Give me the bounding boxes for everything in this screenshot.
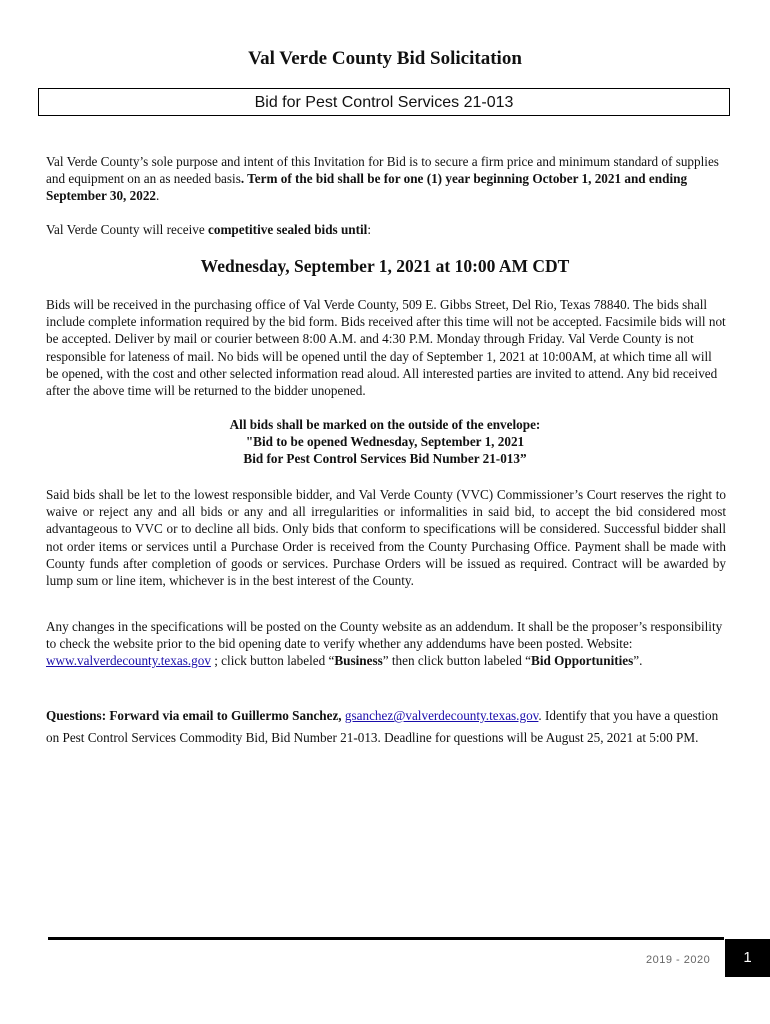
receive-end: : (367, 222, 372, 237)
receive-bold: competitive sealed bids until (208, 222, 368, 237)
email-link[interactable]: gsanchez@valverdecounty.texas.gov (344, 708, 539, 723)
questions-lead: Questions: Forward via email to Guillermo Sanchez, (46, 708, 342, 723)
website-link[interactable]: www.valverdecounty.texas.gov (46, 653, 211, 669)
envelope-instructions (0, 416, 770, 468)
bid-subtitle-box (38, 88, 730, 116)
changes-text-c: ” then click button labeled “ (382, 653, 532, 669)
delivery-paragraph: Bids will be received in the purchasing office of Val Verde County, 509 E. Gibbs Street, Del Rio, Texas 78840. The bids shall include complete information required by the bid form. Bids received after this time will not be accepted. Facsimile bids will not be accepted. Deliver by mail or courier between 8:00 A.M. and 4:30 P.M. Monday through Friday. Val Verde County is not responsible for lateness of mail. No bids will be opened until the day of September 1, 2021 at 10:00AM, at which time all will be opened, with the cost and other selected information read aloud. All interested parties are invited to attend. Any bid received after the above time will be returned to the bidder unopened. (46, 297, 726, 399)
bid-deadline: Wednesday, September 1, 2021 at 10:00 AM CDT (200, 256, 570, 276)
document-title: Val Verde County Bid Solicitation (248, 48, 522, 69)
questions-text: . Identify that you have a question on Pest Control Services Commodity Bid, Bid Number 21-013. Deadline for questions will be August 25, 2021 at 5:00 PM. (46, 708, 719, 745)
footer-years: 2019 - 2020 (646, 954, 711, 966)
intro-text: Val Verde County’s sole purpose and intent of this Invitation for Bid is to secure a firm price and minimum standard of supplies and equipment on an as needed basis (46, 154, 719, 187)
intro-term: . Term of the bid shall be for one (1) year beginning October 1, 2021 and ending September 30, 2022 (46, 171, 688, 204)
bid-opportunities-label: Bid Opportunities (531, 653, 634, 669)
footer-divider (48, 937, 724, 940)
receive-text: Val Verde County will receive (46, 222, 208, 237)
envelope-line-1: All bids shall be marked on the outside of the envelope: (229, 417, 541, 432)
intro-paragraph (46, 153, 726, 205)
page-number: 1 (725, 939, 770, 977)
envelope-line-3: Bid for Pest Control Services Bid Number 21-013” (243, 451, 527, 467)
award-paragraph: Said bids shall be let to the lowest responsible bidder, and Val Verde County (VVC) Commissioner’s Court reserves the right to waive or reject any and all bids or any and all irregularities or informalities in said bid, to accept the bid considered most advantageous to VVC or to decline all bids. Only bids that conform to specifications will be considered. Successful bidder shall not order items or services until a Purchase Order is received from the County Purchasing Office. Payment shall be made with County funds after completion of goods or services. Purchase Orders will be issued as required. Contract will be awarded by lump sum or line item, whichever is in the best interest of the County. (46, 487, 726, 589)
changes-text-d: ”. (633, 653, 643, 669)
questions-paragraph (46, 705, 726, 748)
changes-text-b: ; click button labeled “ (210, 653, 335, 669)
receive-paragraph (46, 221, 726, 238)
changes-text: Any changes in the specifications will be posted on the County website as an addendum. It shall be the proposer’s responsibility to check the website prior to the bid opening date to verify whether any addendums have been posted. Website: (46, 619, 723, 652)
envelope-line-2: "Bid to be opened Wednesday, September 1, 2021 (245, 434, 525, 450)
intro-end: . (156, 188, 160, 204)
bid-subtitle: Bid for Pest Control Services 21-013 (254, 94, 514, 111)
changes-paragraph (46, 618, 726, 670)
business-label: Business (334, 653, 383, 669)
